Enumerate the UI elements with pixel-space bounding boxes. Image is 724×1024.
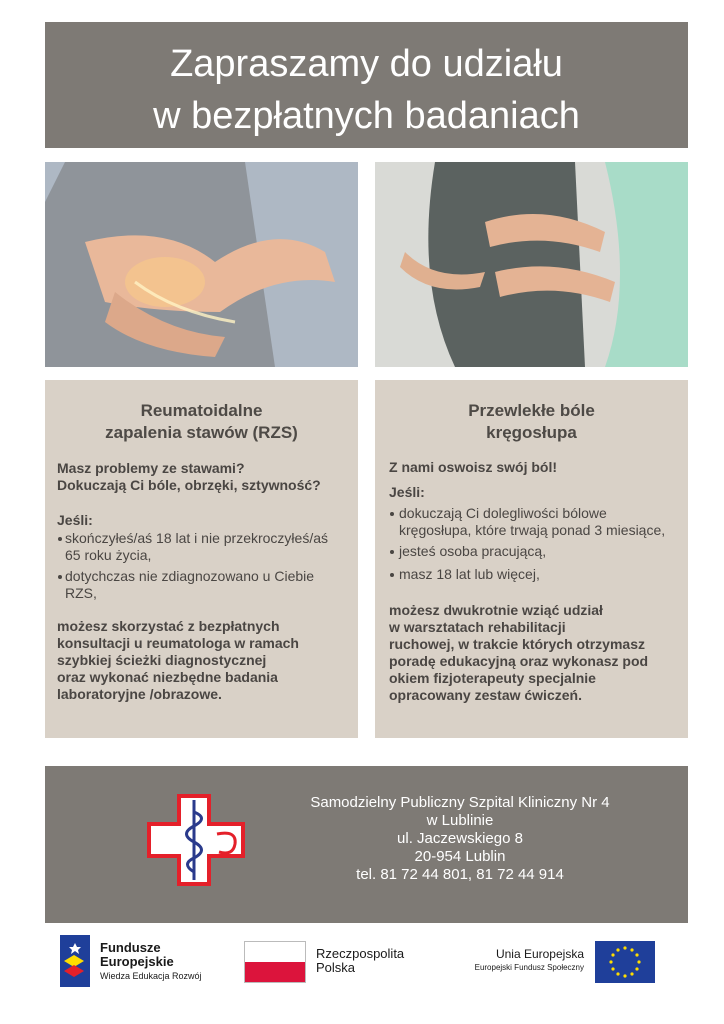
rzs-if-label: Jeśli: bbox=[57, 512, 93, 528]
rp-line1: Rzeczpospolita bbox=[316, 946, 405, 961]
rzs-offer-line3: szybkiej ścieżki diagnostycznej bbox=[57, 652, 267, 668]
elbow-pain-photo bbox=[45, 162, 358, 367]
hospital-phone: tel. 81 72 44 801, 81 72 44 914 bbox=[356, 866, 564, 883]
spine-offer-line6: opracowany zestaw ćwiczeń. bbox=[389, 687, 582, 703]
rzeczpospolita-polska-logo bbox=[244, 941, 434, 985]
hospital-postcode: 20-954 Lublin bbox=[414, 848, 506, 865]
hospital-street: ul. Jaczewskiego 8 bbox=[397, 830, 523, 847]
spine-bullet3: masz 18 lat lub więcej, bbox=[399, 566, 540, 582]
rzs-question-line1: Masz problemy ze stawami? bbox=[57, 460, 245, 476]
rzs-offer-line4: oraz wykonać niezbędne badania bbox=[57, 669, 278, 685]
fe-line3: Wiedza Edukacja Rozwój bbox=[100, 971, 202, 981]
hospital-cross-icon bbox=[147, 794, 247, 886]
ue-line1: Unia Europejska bbox=[495, 947, 584, 961]
spine-offer-line2: w warsztatach rehabilitacji bbox=[389, 619, 566, 635]
back-pain-illustration bbox=[375, 162, 688, 367]
fe-line2: Europejskie bbox=[100, 954, 174, 969]
fe-logo-icon bbox=[60, 935, 90, 987]
spine-bullet2: jesteś osoba pracującą, bbox=[399, 543, 547, 559]
rp-line2: Polska bbox=[316, 960, 356, 975]
rzs-question-line2: Dokuczają Ci bóle, obrzęki, sztywność? bbox=[57, 477, 321, 493]
ue-line2: Europejski Fundusz Społeczny bbox=[474, 963, 584, 972]
spine-if-label: Jeśli: bbox=[389, 484, 425, 500]
header-banner bbox=[45, 22, 688, 148]
spine-title-line1: Przewlekłe bóle bbox=[468, 401, 595, 420]
back-pain-photo bbox=[375, 162, 688, 367]
bullet-dot bbox=[58, 537, 62, 541]
bullet-dot bbox=[390, 512, 394, 516]
spine-panel bbox=[375, 380, 688, 738]
eu-flag-icon bbox=[595, 941, 655, 983]
footer-banner bbox=[45, 766, 688, 923]
hospital-city: w Lublinie bbox=[426, 812, 494, 829]
rzs-bullet2-line1: dotychczas nie zdiagnozowano u Ciebie bbox=[65, 568, 315, 584]
spine-offer-line3: ruchowej, w trakcie których otrzymasz bbox=[389, 636, 645, 652]
fundusze-europejskie-logo bbox=[60, 933, 240, 993]
polish-flag-icon bbox=[244, 941, 306, 983]
header-title-line1: Zapraszamy do udziału bbox=[170, 43, 563, 85]
rzs-title-line1: Reumatoidalne bbox=[140, 401, 263, 420]
header-title-line2: w bezpłatnych badaniach bbox=[153, 95, 580, 137]
unia-europejska-logo bbox=[452, 941, 662, 985]
bullet-dot bbox=[390, 550, 394, 554]
rzs-offer-line2: konsultacji u reumatologa w ramach bbox=[57, 635, 299, 651]
rzs-panel bbox=[45, 380, 358, 738]
spine-offer-line5: okiem fizjoterapeuty specjalnie bbox=[389, 670, 596, 686]
elbow-pain-illustration bbox=[45, 162, 358, 367]
spine-bullet1-line2: kręgosłupa, które trwają ponad 3 miesiące, bbox=[399, 522, 666, 538]
rzs-offer-line1: możesz skorzystać z bezpłatnych bbox=[57, 618, 280, 634]
fe-line1: Fundusze bbox=[100, 940, 161, 955]
spine-intro: Z nami oswoisz swój ból! bbox=[389, 459, 558, 475]
rzs-bullet1-line2: 65 roku życia, bbox=[65, 547, 152, 563]
rzs-bullet2-line2: RZS, bbox=[65, 585, 97, 601]
hospital-name: Samodzielny Publiczny Szpital Kliniczny Nr 4 bbox=[310, 794, 610, 811]
bullet-dot bbox=[390, 573, 394, 577]
spine-title-line2: kręgosłupa bbox=[486, 423, 577, 442]
rzs-title-line2: zapalenia stawów (RZS) bbox=[105, 423, 298, 442]
spine-offer-line4: poradę edukacyjną oraz wykonasz pod bbox=[389, 653, 649, 669]
spine-offer-line1: możesz dwukrotnie wziąć udział bbox=[389, 602, 603, 618]
rzs-bullet1-line1: skończyłeś/aś 18 lat i nie przekroczyłeś/aś bbox=[65, 530, 328, 546]
bullet-dot bbox=[58, 575, 62, 579]
spine-bullet1-line1: dokuczają Ci dolegliwości bólowe bbox=[399, 505, 607, 521]
rzs-offer-line5: laboratoryjne /obrazowe. bbox=[57, 686, 222, 702]
